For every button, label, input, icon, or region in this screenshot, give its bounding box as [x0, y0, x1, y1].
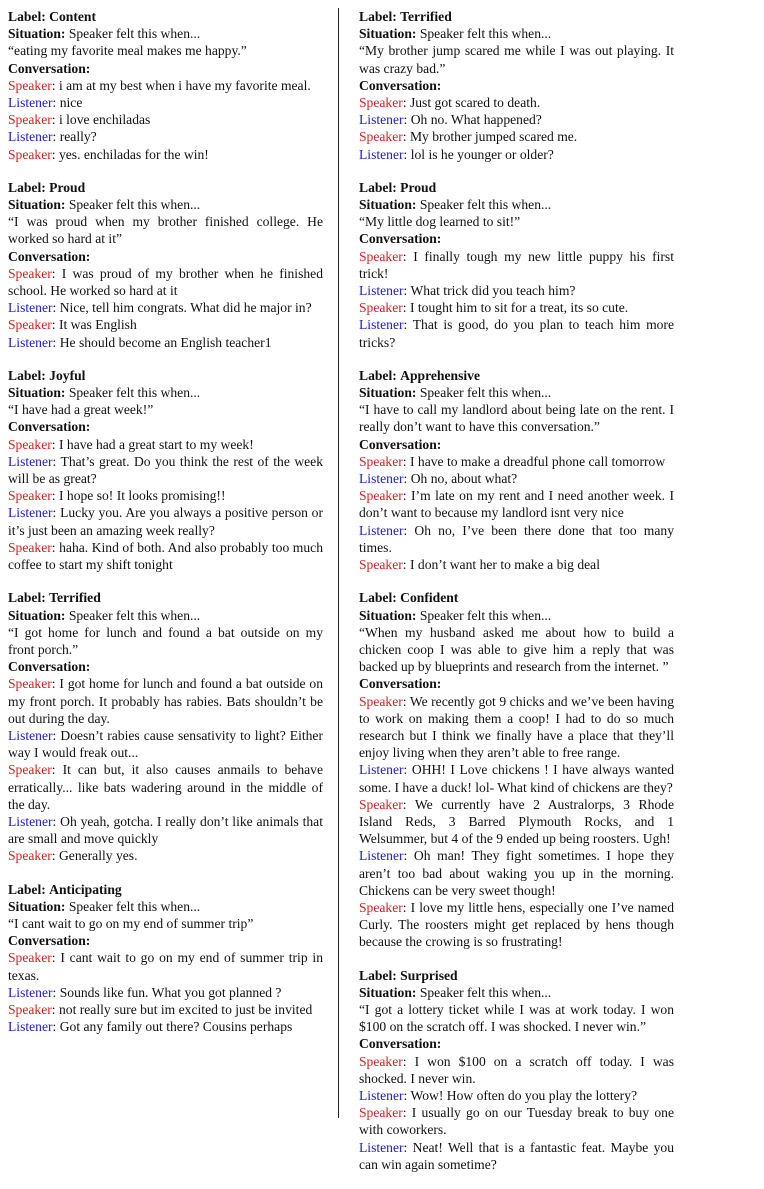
listener-turn [359, 316, 674, 350]
label-key: Label: [8, 179, 46, 195]
utterance-text: : I usually go on our Tuesday break to buy one with coworkers. [359, 1105, 674, 1138]
utterance-text: : I have had a great start to my week! [51, 436, 254, 452]
dialogue-example [8, 8, 323, 163]
utterance-text: : I love my little hens, especially one I’ve named Curly. The roosters might get replaced by hens though because the crowing is so frustrating! [359, 899, 674, 950]
listener-turn [359, 1139, 674, 1173]
dialogue-example [359, 967, 674, 1173]
speaker-tag: Speaker [359, 488, 403, 504]
utterance-text: : Sounds like fun. What you got planned ? [52, 984, 282, 1000]
listener-tag: Listener [8, 300, 53, 316]
utterance-text: : haha. Kind of both. And also probably too much coffee to start my shift tonight [8, 539, 323, 573]
speaker-tag: Speaker [8, 539, 52, 555]
listener-turn [359, 1087, 674, 1104]
situation-text: “My little dog learned to sit!” [359, 214, 521, 230]
emotion-label: Surprised [400, 967, 458, 983]
utterance-text: : Oh yeah, gotcha. I really don’t like animals that are small and move quickly [8, 813, 323, 847]
situation-key: Situation: [359, 607, 417, 623]
label-key: Label: [8, 881, 46, 897]
listener-turn [359, 522, 674, 556]
situation-line [8, 898, 323, 915]
emotion-label: Joyful [49, 367, 86, 383]
utterance-text: : nice [52, 95, 83, 111]
situation-line [359, 25, 674, 42]
dialogue-example [359, 367, 674, 573]
situation-line [359, 984, 674, 1001]
listener-turn [359, 111, 674, 128]
utterance-text: : Just got scared to death. [402, 95, 541, 111]
conversation-heading: Conversation: [8, 419, 91, 435]
speaker-turn [8, 77, 323, 94]
label-key: Label: [8, 9, 46, 24]
label-key: Label: [359, 9, 397, 24]
listener-turn [359, 847, 674, 899]
speaker-turn [359, 1104, 674, 1138]
speaker-tag: Speaker [359, 453, 403, 469]
dialogue-example [359, 589, 674, 950]
label-line [359, 589, 674, 606]
utterance-text: : lol is he younger or older? [403, 146, 554, 162]
listener-turn [359, 470, 674, 487]
speaker-turn [8, 539, 323, 573]
utterance-text: : My brother jumped scared me. [402, 129, 578, 145]
utterance-text: : I’m late on my rent and I need another week. I don’t want to because my landlord isnt very nice [359, 488, 674, 521]
label-key: Label: [359, 590, 397, 606]
situation-text: “I have to call my landlord about being late on the rent. I really don’t want to have this conversation.” [359, 402, 674, 435]
speaker-turn [8, 487, 323, 504]
label-line [359, 367, 674, 384]
situation-text: “I was proud when my brother finished college. He worked so hard at it” [8, 214, 323, 247]
utterance-text: : yes. enchiladas for the win! [51, 146, 209, 162]
situation-key: Situation: [8, 385, 66, 401]
conversation-heading: Conversation: [359, 1036, 442, 1052]
utterance-text: : i love enchiladas [51, 112, 151, 128]
column-divider [338, 8, 339, 1118]
speaker-turn [359, 796, 674, 848]
dialogue-example [8, 589, 323, 864]
speaker-tag: Speaker [8, 265, 52, 281]
dialogue-example [359, 179, 674, 351]
listener-turn [8, 299, 323, 316]
utterance-text: : Oh man! They fight sometimes. I hope they aren’t too bad about waking you up in the morning. Chickens can be very sweet though! [359, 848, 674, 898]
situation-text: “I cant wait to go on my end of summer trip” [8, 915, 254, 931]
utterance-text: : Wow! How often do you play the lottery? [403, 1087, 638, 1103]
listener-tag: Listener [8, 1019, 53, 1035]
utterance-text: : I won $100 on a scratch off today. I was shocked. I never win. [359, 1053, 674, 1086]
left-column [8, 8, 323, 1051]
utterance-text: : It was English [51, 317, 137, 333]
speaker-turn [8, 436, 323, 453]
speaker-tag: Speaker [8, 77, 52, 93]
speaker-tag: Speaker [359, 300, 403, 316]
utterance-text: : Doesn’t rabies cause sensativity to light? Either way I would freak out... [8, 727, 323, 761]
listener-turn [8, 453, 323, 487]
conversation-heading: Conversation: [8, 60, 91, 76]
situation-prefix: Speaker felt this when... [68, 26, 201, 42]
utterance-text: : I have to make a dreadful phone call tomorrow [402, 453, 666, 469]
listener-tag: Listener [8, 334, 53, 350]
label-key: Label: [8, 367, 46, 383]
situation-line [8, 607, 323, 624]
situation-prefix: Speaker felt this when... [68, 197, 201, 213]
listener-tag: Listener [359, 1087, 404, 1103]
speaker-tag: Speaker [8, 848, 52, 864]
listener-tag: Listener [359, 283, 404, 299]
situation-key: Situation: [8, 607, 66, 623]
dialogue-example [8, 881, 323, 1036]
listener-tag: Listener [359, 1139, 404, 1155]
dialogue-example [359, 8, 674, 163]
right-column [359, 8, 674, 1189]
emotion-label: Proud [400, 179, 437, 195]
situation-key: Situation: [8, 197, 66, 213]
situation-key: Situation: [359, 26, 417, 42]
situation-prefix: Speaker felt this when... [68, 385, 201, 401]
situation-line [359, 384, 674, 401]
situation-prefix: Speaker felt this when... [419, 385, 552, 401]
label-line [8, 589, 323, 606]
label-line [359, 967, 674, 984]
speaker-turn [359, 1053, 674, 1087]
utterance-text: : I tought him to sit for a treat, its so cute. [402, 300, 629, 316]
utterance-text: : Oh no, about what? [403, 471, 518, 487]
emotion-label: Terrified [49, 590, 101, 606]
label-key: Label: [8, 590, 46, 606]
speaker-tag: Speaker [359, 248, 403, 264]
utterance-text: : Got any family out there? Cousins perhaps [52, 1019, 293, 1035]
speaker-tag: Speaker [8, 1001, 52, 1017]
situation-key: Situation: [8, 26, 66, 42]
utterance-text: : What trick did you teach him? [403, 283, 576, 299]
speaker-tag: Speaker [359, 1105, 403, 1121]
situation-text: “eating my favorite meal makes me happy.” [8, 43, 247, 59]
situation-text: “I got a lottery ticket while I was at work today. I won $100 on the scratch off. I was shocked. I never win.” [359, 1001, 674, 1035]
utterance-text: : I hope so! It looks promising!! [51, 488, 226, 504]
listener-tag: Listener [8, 727, 53, 743]
label-key: Label: [359, 367, 397, 383]
emotion-label: Content [49, 9, 96, 24]
speaker-turn [359, 94, 674, 111]
speaker-tag: Speaker [8, 950, 52, 966]
speaker-tag: Speaker [8, 676, 52, 692]
label-key: Label: [359, 179, 397, 195]
listener-tag: Listener [359, 317, 404, 333]
speaker-tag: Speaker [359, 557, 403, 573]
listener-turn [8, 504, 323, 538]
speaker-tag: Speaker [8, 488, 52, 504]
situation-prefix: Speaker felt this when... [419, 984, 552, 1000]
situation-key: Situation: [8, 898, 66, 914]
speaker-tag: Speaker [8, 112, 52, 128]
listener-turn [359, 146, 674, 163]
conversation-heading: Conversation: [8, 933, 91, 949]
utterance-text: : i am at my best when i have my favorite meal. [51, 77, 311, 93]
speaker-tag: Speaker [359, 95, 403, 111]
situation-prefix: Speaker felt this when... [419, 197, 552, 213]
utterance-text: : I don’t want her to make a big deal [402, 557, 600, 573]
speaker-turn [359, 248, 674, 282]
utterance-text: : I was proud of my brother when he finished school. He worked so hard at it [8, 265, 323, 299]
label-line [8, 8, 323, 25]
utterance-text: : I got home for lunch and found a bat outside on my front porch. It probably has rabies. Bats shouldn’t be out during the day. [8, 676, 323, 726]
listener-turn [8, 727, 323, 761]
speaker-turn [8, 761, 323, 813]
speaker-turn [8, 316, 323, 333]
emotion-label: Proud [49, 179, 86, 195]
utterance-text: : That is good, do you plan to teach him more tricks? [359, 317, 674, 350]
utterance-text: : I cant wait to go on my end of summer trip in texas. [8, 950, 323, 983]
listener-tag: Listener [359, 471, 404, 487]
situation-key: Situation: [359, 197, 417, 213]
speaker-turn [8, 949, 323, 983]
speaker-tag: Speaker [359, 129, 403, 145]
listener-turn [8, 1018, 323, 1035]
listener-tag: Listener [359, 146, 404, 162]
utterance-text: : We recently got 9 chicks and we’ve been having to work on making them a coop! I had to do so much research but I think we finally have a place that they’ll enjoy living when they aren’t able to free range. [359, 693, 674, 761]
conversation-heading: Conversation: [8, 659, 91, 675]
utterance-text: : Generally yes. [51, 848, 138, 864]
listener-turn [359, 761, 674, 795]
situation-key: Situation: [359, 984, 417, 1000]
situation-line [359, 196, 674, 213]
speaker-tag: Speaker [359, 693, 403, 709]
speaker-turn [359, 128, 674, 145]
speaker-turn [8, 847, 323, 864]
speaker-tag: Speaker [359, 796, 403, 812]
conversation-heading: Conversation: [359, 231, 442, 247]
listener-tag: Listener [8, 95, 53, 111]
speaker-tag: Speaker [8, 436, 52, 452]
situation-line [8, 384, 323, 401]
utterance-text: : not really sure but im excited to just be invited [51, 1001, 313, 1017]
utterance-text: : Nice, tell him congrats. What did he major in? [52, 300, 312, 316]
utterance-text: : I finally tough my new little puppy his first trick! [359, 248, 674, 281]
label-line [359, 8, 674, 25]
situation-line [8, 196, 323, 213]
situation-prefix: Speaker felt this when... [419, 607, 552, 623]
utterance-text: : really? [52, 129, 97, 145]
speaker-turn [8, 675, 323, 727]
utterance-text: : Neat! Well that is a fantastic feat. Maybe you can win again sometime? [359, 1139, 674, 1172]
speaker-tag: Speaker [359, 899, 403, 915]
conversation-heading: Conversation: [8, 248, 91, 264]
utterance-text: : Lucky you. Are you always a positive person or it’s just been an amazing week really? [8, 505, 323, 538]
speaker-tag: Speaker [8, 317, 52, 333]
utterance-text: : He should become an English teacher1 [52, 334, 272, 350]
emotion-label: Confident [400, 590, 459, 606]
speaker-turn [359, 299, 674, 316]
listener-tag: Listener [359, 522, 404, 538]
conversation-heading: Conversation: [359, 436, 442, 452]
listener-turn [8, 984, 323, 1001]
situation-prefix: Speaker felt this when... [68, 607, 201, 623]
dialogue-example [8, 179, 323, 351]
speaker-turn [359, 693, 674, 762]
speaker-turn [8, 111, 323, 128]
speaker-turn [359, 487, 674, 521]
situation-key: Situation: [359, 385, 417, 401]
label-key: Label: [359, 967, 397, 983]
speaker-turn [8, 265, 323, 299]
utterance-text: : That’s great. Do you think the rest of the week will be as great? [8, 453, 323, 487]
speaker-turn [8, 1001, 323, 1018]
utterance-text: : OHH! I Love chickens ! I have always wanted some. I have a duck! lol- What kind of chickens are they? [359, 762, 674, 795]
situation-text: “When my husband asked me about how to build a chicken coop I was able to give him a reply that was backed up by blueprints and research from the internet. ” [359, 624, 674, 675]
label-line [8, 179, 323, 196]
dialogue-example [8, 367, 323, 573]
label-line [8, 881, 323, 898]
label-line [8, 367, 323, 384]
listener-tag: Listener [359, 848, 404, 864]
conversation-heading: Conversation: [359, 77, 442, 93]
emotion-label: Terrified [400, 9, 452, 24]
listener-tag: Listener [359, 762, 404, 778]
utterance-text: : We currently have 2 Australorps, 3 Rhode Island Reds, 3 Barred Plymouth Rocks, and 1 Welsummer, but 4 of the 9 ended up being roosters. Ugh! [359, 796, 674, 847]
speaker-turn [359, 453, 674, 470]
speaker-turn [359, 556, 674, 573]
utterance-text: : Oh no. What happened? [403, 112, 542, 128]
listener-turn [8, 334, 323, 351]
emotion-label: Anticipating [49, 881, 122, 897]
conversation-heading: Conversation: [359, 676, 442, 692]
speaker-turn [359, 899, 674, 951]
situation-line [8, 25, 323, 42]
situation-text: “My brother jump scared me while I was out playing. It was crazy bad.” [359, 43, 674, 76]
emotion-label: Apprehensive [400, 367, 480, 383]
speaker-turn [8, 146, 323, 163]
listener-tag: Listener [8, 129, 53, 145]
utterance-text: : It can but, it also causes anmails to behave erratically... like bats wadering around in the middle of the day. [8, 762, 323, 812]
situation-prefix: Speaker felt this when... [68, 898, 201, 914]
speaker-tag: Speaker [8, 762, 52, 778]
listener-tag: Listener [8, 453, 53, 469]
situation-line [359, 607, 674, 624]
label-line [359, 179, 674, 196]
utterance-text: : Oh no, I’ve been there done that too many times. [359, 522, 674, 555]
situation-text: “I got home for lunch and found a bat outside on my front porch.” [8, 624, 323, 657]
listener-tag: Listener [8, 505, 53, 521]
situation-prefix: Speaker felt this when... [419, 26, 552, 42]
listener-tag: Listener [8, 984, 53, 1000]
listener-tag: Listener [359, 112, 404, 128]
listener-turn [8, 813, 323, 847]
situation-text: “I have had a great week!” [8, 402, 154, 418]
speaker-tag: Speaker [359, 1053, 403, 1069]
listener-turn [8, 94, 323, 111]
listener-tag: Listener [8, 813, 53, 829]
listener-turn [8, 128, 323, 145]
speaker-tag: Speaker [8, 146, 52, 162]
listener-turn [359, 282, 674, 299]
